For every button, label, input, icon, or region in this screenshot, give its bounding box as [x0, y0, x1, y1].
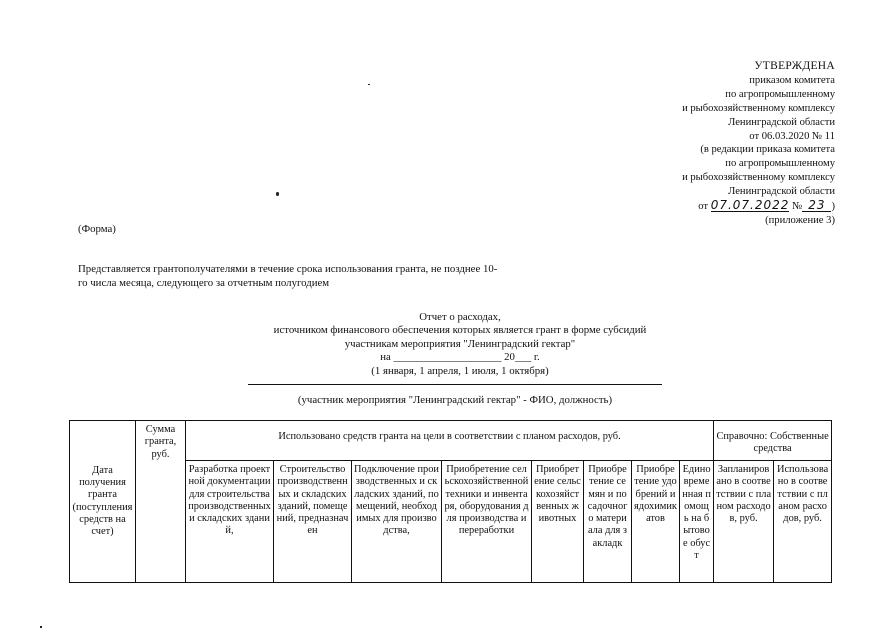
col-grant-sum-header: Сумма гранта, руб.	[136, 421, 186, 583]
approval-title: УТВЕРЖДЕНА	[754, 60, 835, 72]
approval-line: и рыбохозяйственному комплексу	[682, 172, 835, 184]
approval-line: приказом комитета	[749, 74, 835, 86]
signature-caption: (участник мероприятия "Ленинградский гектар" - ФИО, должность)	[297, 394, 613, 406]
subcol-design-docs: Разработка проектной документации для строительства производственных и складских зданий,	[186, 461, 274, 583]
approval-line: и рыбохозяйственному комплексу	[682, 102, 835, 114]
subcol-equipment: Приобретение сельскохозяйственной техники и инвентаря, оборудования для производства и переработки	[442, 461, 532, 583]
ink-speck	[276, 192, 279, 196]
handwritten-number: 23	[802, 199, 831, 212]
approval-line: Ленинградской области	[728, 186, 835, 198]
subcol-construction: Строительство производственных и складских зданий, помещений, предназначен	[274, 461, 352, 583]
closing-paren: )	[831, 201, 835, 213]
subcol-fertilizers: Приобретение удобрений и ядохимикатов	[632, 461, 680, 583]
approval-line: по агропромышленному	[725, 88, 835, 100]
subcol-seeds: Приобретение семян и посадочного материала для закладк	[584, 461, 632, 583]
report-periods: (1 января, 1 апреля, 1 июля, 1 октября)	[371, 364, 549, 377]
report-subtitle: участникам мероприятия "Ленинградский гектар"	[344, 337, 576, 350]
number-sign: №	[792, 201, 803, 213]
approval-line: (в редакции приказа комитета	[700, 144, 835, 156]
handwritten-date: 07.07.2022	[710, 198, 790, 213]
group-own-funds-header: Справочно: Собственные средства	[714, 421, 832, 461]
submission-notice: Представляется грантополучателями в течение срока использования гранта, не позднее 10-го числа месяца, следующего за отчетным полугодием	[78, 263, 498, 289]
subcol-planned-own: Запланировано в соответствии с планом расходов, руб.	[714, 461, 774, 583]
group-used-funds-header: Использовано средств гранта на цели в соответствии с планом расходов, руб.	[186, 421, 714, 461]
approval-line: Ленинградской области	[728, 116, 835, 128]
col-grant-date-header: Дата получения гранта (поступления средств на счет)	[70, 421, 136, 583]
report-title: Отчет о расходах,	[419, 311, 501, 323]
subcol-connection: Подключение производственных и складских зданий, помещений, необходимых для производства,	[352, 461, 442, 583]
approval-stamp	[575, 60, 835, 228]
subcol-lump-sum-aid: Единовременная помощь на бытовое обуст	[680, 461, 714, 583]
subcol-used-own: Использовано в соответствии с планом расходов, руб.	[774, 461, 832, 583]
form-label: (Форма)	[78, 223, 116, 235]
ink-speck	[368, 84, 370, 85]
expense-table	[69, 420, 832, 583]
report-subtitle: источником финансового обеспечения которых является грант в форме субсидий	[273, 324, 647, 337]
ink-speck	[40, 626, 42, 628]
approval-order-date: от 06.03.2020 № 11	[749, 130, 835, 142]
appendix-label: (приложение 3)	[765, 214, 835, 226]
date-prefix: от	[698, 201, 709, 213]
amendment-date-line	[575, 199, 835, 214]
approval-line: по агропромышленному	[725, 158, 835, 170]
subcol-animals: Приобретение сельскохозяйственных животных	[532, 461, 584, 583]
report-date-line: на ____________________ 20___ г.	[380, 351, 540, 364]
report-heading	[220, 311, 700, 378]
signature-line	[248, 384, 662, 385]
